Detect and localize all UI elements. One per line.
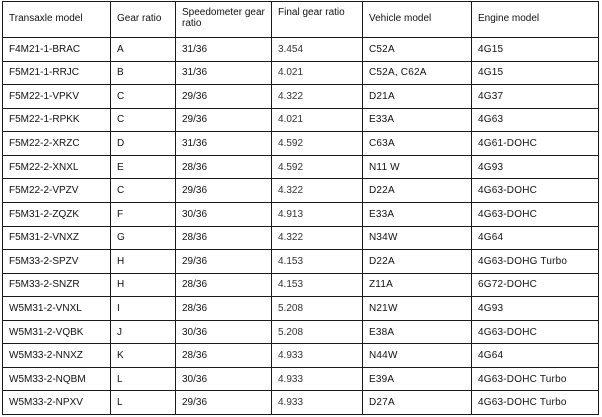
table-row [3,85,599,109]
final-gear-ratio-cell: 4.592 [272,132,363,156]
transaxle-model-cell: F4M21-1-BRAC [3,38,111,62]
vehicle-model-cell: E38A [363,320,472,344]
transaxle-model-cell: F5M22-1-RPKK [3,108,111,132]
speedometer-gear-ratio-cell: 31/36 [176,38,272,62]
table-row [3,250,599,274]
final-gear-ratio-cell: 4.021 [272,61,363,85]
engine-model-cell: 4G63-DOHC Turbo [472,391,599,415]
table-row [3,367,599,391]
transaxle-model-cell: F5M31-2-VNXZ [3,226,111,250]
table-row [3,344,599,368]
final-gear-ratio-cell: 4.913 [272,202,363,226]
engine-model-cell: 4G15 [472,38,599,62]
final-gear-ratio-cell: 4.322 [272,226,363,250]
engine-model-cell: 6G72-DOHC [472,273,599,297]
table-row [3,108,599,132]
header-vehicle-model: Vehicle model [363,2,472,38]
vehicle-model-cell: C52A, C62A [363,61,472,85]
final-gear-ratio-cell: 4.322 [272,85,363,109]
table-row [3,226,599,250]
gear-ratio-cell: C [111,108,176,132]
table-row [3,179,599,203]
gear-ratio-cell: A [111,38,176,62]
final-gear-ratio-cell: 4.153 [272,250,363,274]
engine-model-cell: 4G64 [472,226,599,250]
vehicle-model-cell: D27A [363,391,472,415]
vehicle-model-cell: D22A [363,250,472,274]
table-row [3,320,599,344]
header-engine-model: Engine model [472,2,599,38]
speedometer-gear-ratio-cell: 31/36 [176,61,272,85]
table-row [3,155,599,179]
speedometer-gear-ratio-cell: 28/36 [176,344,272,368]
header-row [3,2,599,38]
vehicle-model-cell: N21W [363,297,472,321]
gear-ratio-cell: E [111,155,176,179]
final-gear-ratio-cell: 4.592 [272,155,363,179]
vehicle-model-cell: D22A [363,179,472,203]
final-gear-ratio-cell: 5.208 [272,297,363,321]
final-gear-ratio-cell: 4.933 [272,391,363,415]
gear-ratio-cell: K [111,344,176,368]
engine-model-cell: 4G61-DOHC [472,132,599,156]
table-body [3,38,599,415]
vehicle-model-cell: C52A [363,38,472,62]
final-gear-ratio-cell: 3.454 [272,38,363,62]
transaxle-model-cell: W5M33-2-NPXV [3,391,111,415]
transaxle-model-cell: W5M31-2-VQBK [3,320,111,344]
speedometer-gear-ratio-cell: 28/36 [176,273,272,297]
engine-model-cell: 4G63-DOHC [472,320,599,344]
transaxle-model-cell: F5M22-2-VPZV [3,179,111,203]
transaxle-model-cell: F5M33-2-SNZR [3,273,111,297]
gear-ratio-cell: H [111,250,176,274]
gear-ratio-cell: C [111,179,176,203]
speedometer-gear-ratio-cell: 28/36 [176,155,272,179]
table-row [3,61,599,85]
speedometer-gear-ratio-cell: 29/36 [176,108,272,132]
vehicle-model-cell: E39A [363,367,472,391]
table-row [3,273,599,297]
speedometer-gear-ratio-cell: 29/36 [176,85,272,109]
engine-model-cell: 4G63 [472,108,599,132]
gear-ratio-cell: J [111,320,176,344]
gear-ratio-cell: L [111,391,176,415]
table-row [3,391,599,415]
gear-ratio-cell: F [111,202,176,226]
engine-model-cell: 4G93 [472,297,599,321]
speedometer-gear-ratio-cell: 30/36 [176,202,272,226]
transaxle-spec-table [2,1,599,415]
speedometer-gear-ratio-cell: 30/36 [176,367,272,391]
engine-model-cell: 4G63-DOHG Turbo [472,250,599,274]
gear-ratio-cell: I [111,297,176,321]
speedometer-gear-ratio-cell: 29/36 [176,179,272,203]
transaxle-model-cell: F5M31-2-ZQZK [3,202,111,226]
table-row [3,202,599,226]
header-speedometer-gear-ratio: Speedometer gear ratio [176,2,272,38]
final-gear-ratio-cell: 4.153 [272,273,363,297]
speedometer-gear-ratio-cell: 28/36 [176,297,272,321]
transaxle-model-cell: F5M22-2-XNXL [3,155,111,179]
transaxle-model-cell: W5M33-2-NQBM [3,367,111,391]
final-gear-ratio-cell: 4.933 [272,367,363,391]
transaxle-model-cell: F5M33-2-SPZV [3,250,111,274]
final-gear-ratio-cell: 4.322 [272,179,363,203]
final-gear-ratio-cell: 4.021 [272,108,363,132]
vehicle-model-cell: Z11A [363,273,472,297]
speedometer-gear-ratio-cell: 31/36 [176,132,272,156]
engine-model-cell: 4G64 [472,344,599,368]
gear-ratio-cell: C [111,85,176,109]
speedometer-gear-ratio-cell: 29/36 [176,391,272,415]
engine-model-cell: 4G93 [472,155,599,179]
gear-ratio-cell: B [111,61,176,85]
vehicle-model-cell: E33A [363,202,472,226]
engine-model-cell: 4G63-DOHC Turbo [472,367,599,391]
vehicle-model-cell: E33A [363,108,472,132]
engine-model-cell: 4G37 [472,85,599,109]
header-transaxle-model: Transaxle model [3,2,111,38]
engine-model-cell: 4G63-DOHC [472,202,599,226]
vehicle-model-cell: N11 W [363,155,472,179]
vehicle-model-cell: N34W [363,226,472,250]
vehicle-model-cell: D21A [363,85,472,109]
vehicle-model-cell: C63A [363,132,472,156]
final-gear-ratio-cell: 4.933 [272,344,363,368]
transaxle-model-cell: W5M33-2-NNXZ [3,344,111,368]
engine-model-cell: 4G15 [472,61,599,85]
gear-ratio-cell: L [111,367,176,391]
final-gear-ratio-cell: 5.208 [272,320,363,344]
table-row [3,132,599,156]
transaxle-model-cell: F5M21-1-RRJC [3,61,111,85]
gear-ratio-cell: D [111,132,176,156]
table-row [3,297,599,321]
speedometer-gear-ratio-cell: 29/36 [176,250,272,274]
engine-model-cell: 4G63-DOHC [472,179,599,203]
gear-ratio-cell: G [111,226,176,250]
header-final-gear-ratio: Final gear ratio [272,2,363,38]
table-row [3,38,599,62]
vehicle-model-cell: N44W [363,344,472,368]
transaxle-model-cell: F5M22-1-VPKV [3,85,111,109]
speedometer-gear-ratio-cell: 28/36 [176,226,272,250]
transaxle-model-cell: W5M31-2-VNXL [3,297,111,321]
header-gear-ratio: Gear ratio [111,2,176,38]
gear-ratio-cell: H [111,273,176,297]
transaxle-model-cell: F5M22-2-XRZC [3,132,111,156]
speedometer-gear-ratio-cell: 30/36 [176,320,272,344]
